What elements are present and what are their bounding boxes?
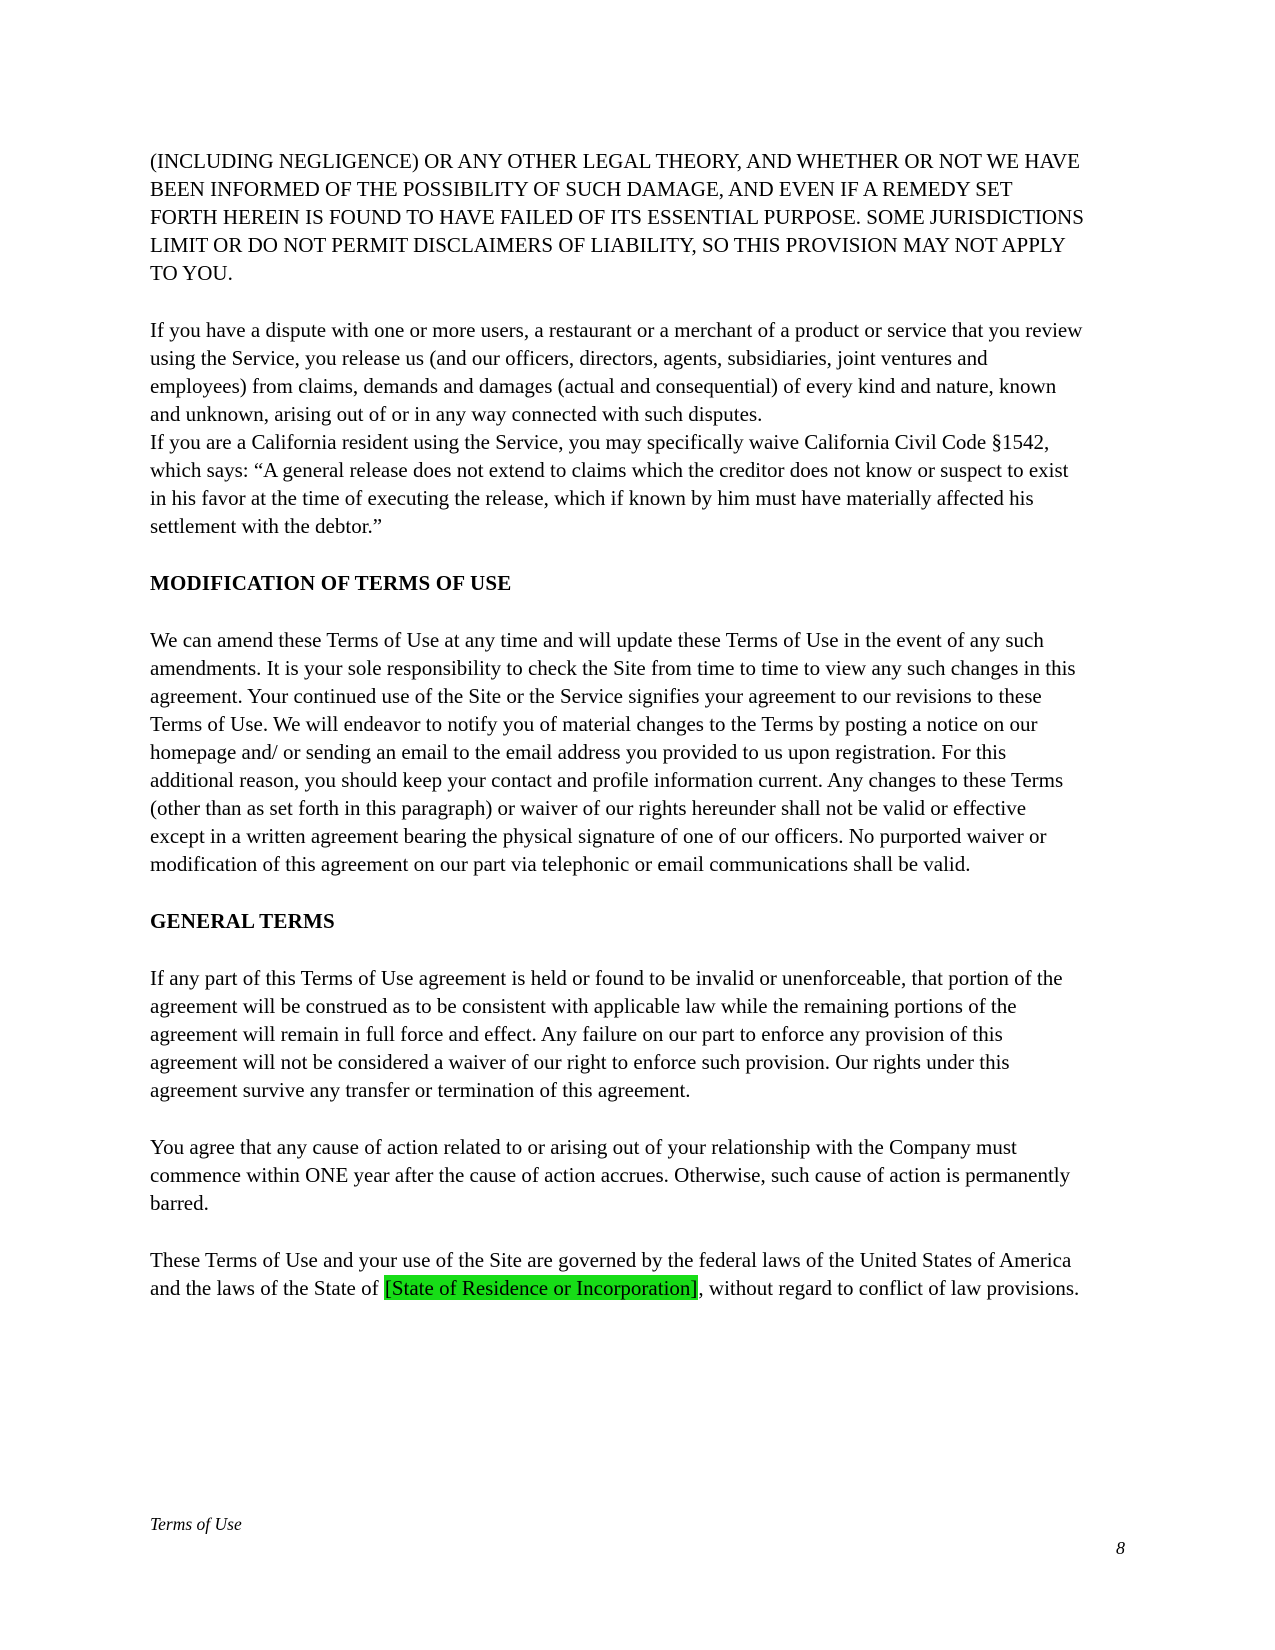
paragraph-liability-disclaimer: (INCLUDING NEGLIGENCE) OR ANY OTHER LEGAL THEORY, AND WHETHER OR NOT WE HAVE BEEN INFORMED OF THE POSSIBILITY OF SUCH DAMAGE, AND EVEN IF A REMEDY SET FORTH HEREIN IS FOUND TO HAVE FAILED OF ITS ESSENTIAL PURPOSE. SOME JURISDICTIONS LIMIT OR DO NOT PERMIT DISCLAIMERS OF LIABILITY, SO THIS PROVISION MAY NOT APPLY TO YOU. [150, 149, 1084, 285]
state-placeholder-highlight: [State of Residence or Incorporation] [384, 1276, 698, 1300]
paragraph-dispute-release: If you have a dispute with one or more users, a restaurant or a merchant of a product or service that you review using the Service, you release us (and our officers, directors, agents, subsidiaries, joint ventures and employees) from claims, demands and damages (actual and consequential) of every kind and nature, known and unknown, arising out of or in any way connected with such disputes. [150, 318, 1083, 426]
page-content [150, 147, 1085, 1331]
paragraph-california-waiver: If you are a California resident using the Service, you may specifically waive California Civil Code §1542, which says: “A general release does not extend to claims which the creditor does not know or suspect to exist in his favor at the time of executing the release, which if known by him must have materially affected his settlement with the debtor.” [150, 430, 1069, 538]
governing-law-text-after: , without regard to conflict of law provisions. [698, 1276, 1080, 1300]
heading-general-terms: GENERAL TERMS [150, 909, 335, 933]
page-number: 8 [1116, 1538, 1125, 1558]
paragraph-limitation-period: You agree that any cause of action related to or arising out of your relationship with the Company must commence within ONE year after the cause of action accrues. Otherwise, such cause of action is permanently barred. [150, 1135, 1071, 1215]
paragraph-modification-body: We can amend these Terms of Use at any time and will update these Terms of Use in the event of any such amendments. It is your sole responsibility to check the Site from time to time to view any such changes in this agreement. Your continued use of the Site or the Service signifies your agreement to our revisions to these Terms of Use. We will endeavor to notify you of material changes to the Terms by posting a notice on our homepage and/ or sending an email to the email address you provided to us upon registration. For this additional reason, you should keep your contact and profile information current. Any changes to these Terms (other than as set forth in this paragraph) or waiver of our rights hereunder shall not be valid or effective except in a written agreement bearing the physical signature of one of our officers. No purported waiver or modification of this agreement on our part via telephonic or email communications shall be valid. [150, 628, 1076, 876]
footer-document-title: Terms of Use [150, 1514, 242, 1534]
paragraph-governing-law [150, 1246, 1085, 1302]
governing-law-text-before: These Terms of Use and your use of the Site are governed by the federal laws of the United States of America and the laws of the State of [150, 1248, 1072, 1300]
heading-modification-of-terms-of-use: MODIFICATION OF TERMS OF USE [150, 571, 512, 595]
paragraph-severability: If any part of this Terms of Use agreement is held or found to be invalid or unenforceable, that portion of the agreement will be construed as to be consistent with applicable law while the remaining portions of the agreement will remain in full force and effect. Any failure on our part to enforce any provision of this agreement will not be considered a waiver of our right to enforce such provision. Our rights under this agreement survive any transfer or termination of this agreement. [150, 966, 1063, 1102]
